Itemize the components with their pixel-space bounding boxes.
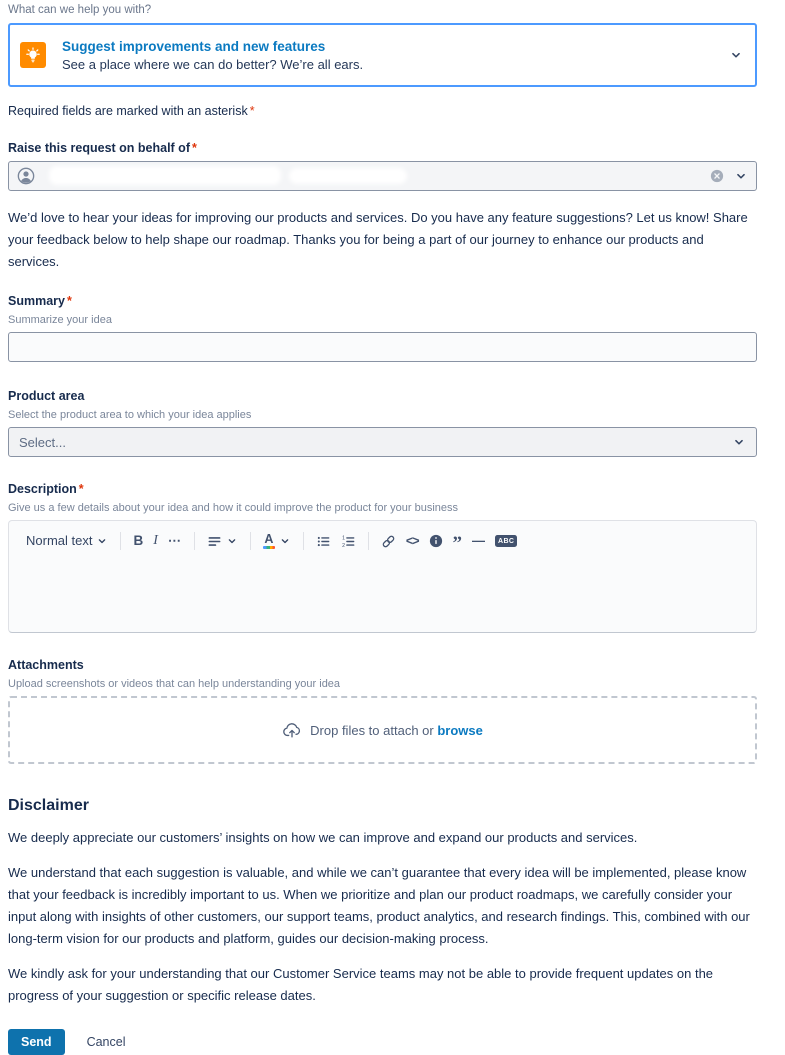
numbered-list-icon (341, 534, 356, 549)
request-type-texts (62, 39, 363, 72)
abc-language-button[interactable] (490, 533, 522, 549)
toolbar-divider (194, 532, 195, 550)
redacted-user-value (43, 162, 710, 190)
send-button[interactable]: Send (8, 1029, 65, 1055)
product-area-helper: Select the product area to which your idea applies (8, 409, 252, 421)
attachments-helper: Upload screenshots or videos that can help understanding your idea (8, 678, 341, 690)
bullet-list-icon (316, 534, 331, 549)
more-formatting-button[interactable]: ⋯ (163, 531, 187, 551)
form-actions (8, 1029, 757, 1055)
request-type-select[interactable] (8, 23, 757, 87)
toolbar-divider (303, 532, 304, 550)
summary-helper: Summarize your idea (8, 314, 112, 326)
dropzone-text (310, 723, 483, 738)
editor-content[interactable] (9, 555, 756, 615)
chevron-down-icon (732, 435, 746, 449)
field-product-area (8, 389, 757, 457)
text-style-dropdown[interactable] (21, 531, 113, 551)
field-behalf (8, 141, 757, 191)
svg-text:1: 1 (342, 535, 345, 542)
info-button[interactable] (424, 532, 448, 550)
redaction-blur (289, 168, 407, 184)
disclaimer-paragraph: We deeply appreciate our customers’ insights on how we can improve and expand our products and services. (8, 830, 638, 845)
link-icon (381, 534, 396, 549)
chevron-down-icon (729, 48, 743, 62)
bullet-list-button[interactable] (311, 532, 336, 551)
required-asterisk: * (249, 104, 255, 118)
request-type-title: Suggest improvements and new features (62, 38, 326, 54)
chevron-down-icon[interactable] (734, 169, 748, 183)
align-icon (207, 534, 222, 549)
toolbar-divider (250, 532, 251, 550)
disclaimer-heading: Disclaimer (8, 797, 89, 814)
chevron-down-icon (96, 535, 108, 547)
text-color-letter: A (264, 532, 274, 546)
text-style-value: Normal text (26, 533, 93, 548)
field-summary (8, 294, 757, 362)
attachments-dropzone[interactable] (8, 696, 757, 764)
request-type-label: What can we help you with? (8, 4, 152, 16)
behalf-label (8, 141, 757, 155)
disclaimer-paragraph: We understand that each suggestion is valuable, and while we can’t guarantee that every idea will be implemented, please know that your feedback is incredibly important to us. When we prioritize and plan our product roadmaps, we carefully consider your input along with insights of other customers, our support teams, product analytics, and research findings. This, combined with our long-term vision for our products and platform, guides our decision-making process. (8, 865, 750, 946)
toolbar-divider (368, 532, 369, 550)
product-area-label: Product area (8, 389, 85, 403)
summary-label-text: Summary (8, 294, 65, 308)
browse-link[interactable]: browse (437, 722, 483, 738)
required-note-text: Required fields are marked with an asterisk (8, 104, 248, 118)
description-label-text: Description (8, 482, 77, 496)
numbered-list-button[interactable] (336, 532, 361, 551)
description-editor (8, 520, 757, 633)
summary-required-asterisk: * (66, 294, 72, 308)
redaction-blur (49, 166, 281, 185)
product-area-select[interactable] (8, 427, 757, 457)
required-note (8, 104, 757, 118)
info-icon (429, 534, 443, 548)
chevron-down-icon (226, 535, 238, 547)
lightbulb-icon (20, 42, 46, 68)
intro-paragraph: We’d love to hear your ideas for improving our products and services. Do you have any feature suggestions? Let us know! Share your feedback below to help shape our roadmap. Thanks you for being a part of our journey to enhance our products and services. (8, 210, 748, 269)
code-button[interactable]: <> (401, 531, 424, 551)
chevron-down-icon (279, 535, 291, 547)
link-button[interactable] (376, 532, 401, 551)
toolbar-divider (120, 532, 121, 550)
field-attachments (8, 658, 757, 764)
italic-button[interactable]: I (148, 531, 163, 551)
editor-toolbar (9, 521, 756, 555)
dropzone-prefix: Drop files to attach or (310, 722, 438, 738)
summary-label (8, 294, 757, 308)
text-color-dropdown[interactable] (258, 531, 296, 551)
description-required-asterisk: * (78, 482, 84, 496)
clear-selection-icon[interactable] (710, 169, 724, 183)
abc-icon: ABC (495, 535, 517, 547)
quote-button[interactable]: ” (448, 531, 468, 551)
behalf-required-asterisk: * (191, 141, 197, 155)
bold-button[interactable]: B (128, 531, 148, 551)
color-swatch-bar (263, 546, 275, 549)
summary-input[interactable] (8, 332, 757, 362)
user-avatar-icon (17, 167, 35, 185)
description-helper: Give us a few details about your idea and how it could improve the product for your business (8, 502, 459, 514)
request-type-description: See a place where we can do better? We’re all ears. (62, 56, 364, 72)
cloud-upload-icon (282, 720, 302, 740)
behalf-user-select[interactable] (8, 161, 757, 191)
attachments-label: Attachments (8, 658, 84, 672)
description-label (8, 482, 757, 496)
product-area-placeholder: Select... (19, 434, 66, 450)
text-color-icon (263, 533, 275, 549)
field-description (8, 482, 757, 633)
alignment-dropdown[interactable] (202, 532, 243, 551)
behalf-label-text: Raise this request on behalf of (8, 141, 190, 155)
horizontal-rule-button[interactable]: — (467, 531, 490, 551)
svg-text:2: 2 (342, 542, 345, 549)
cancel-button[interactable]: Cancel (83, 1029, 130, 1055)
disclaimer-paragraph: We kindly ask for your understanding that our Customer Service teams may not be able to provide frequent updates on the progress of your suggestion or specific release dates. (8, 966, 714, 1003)
